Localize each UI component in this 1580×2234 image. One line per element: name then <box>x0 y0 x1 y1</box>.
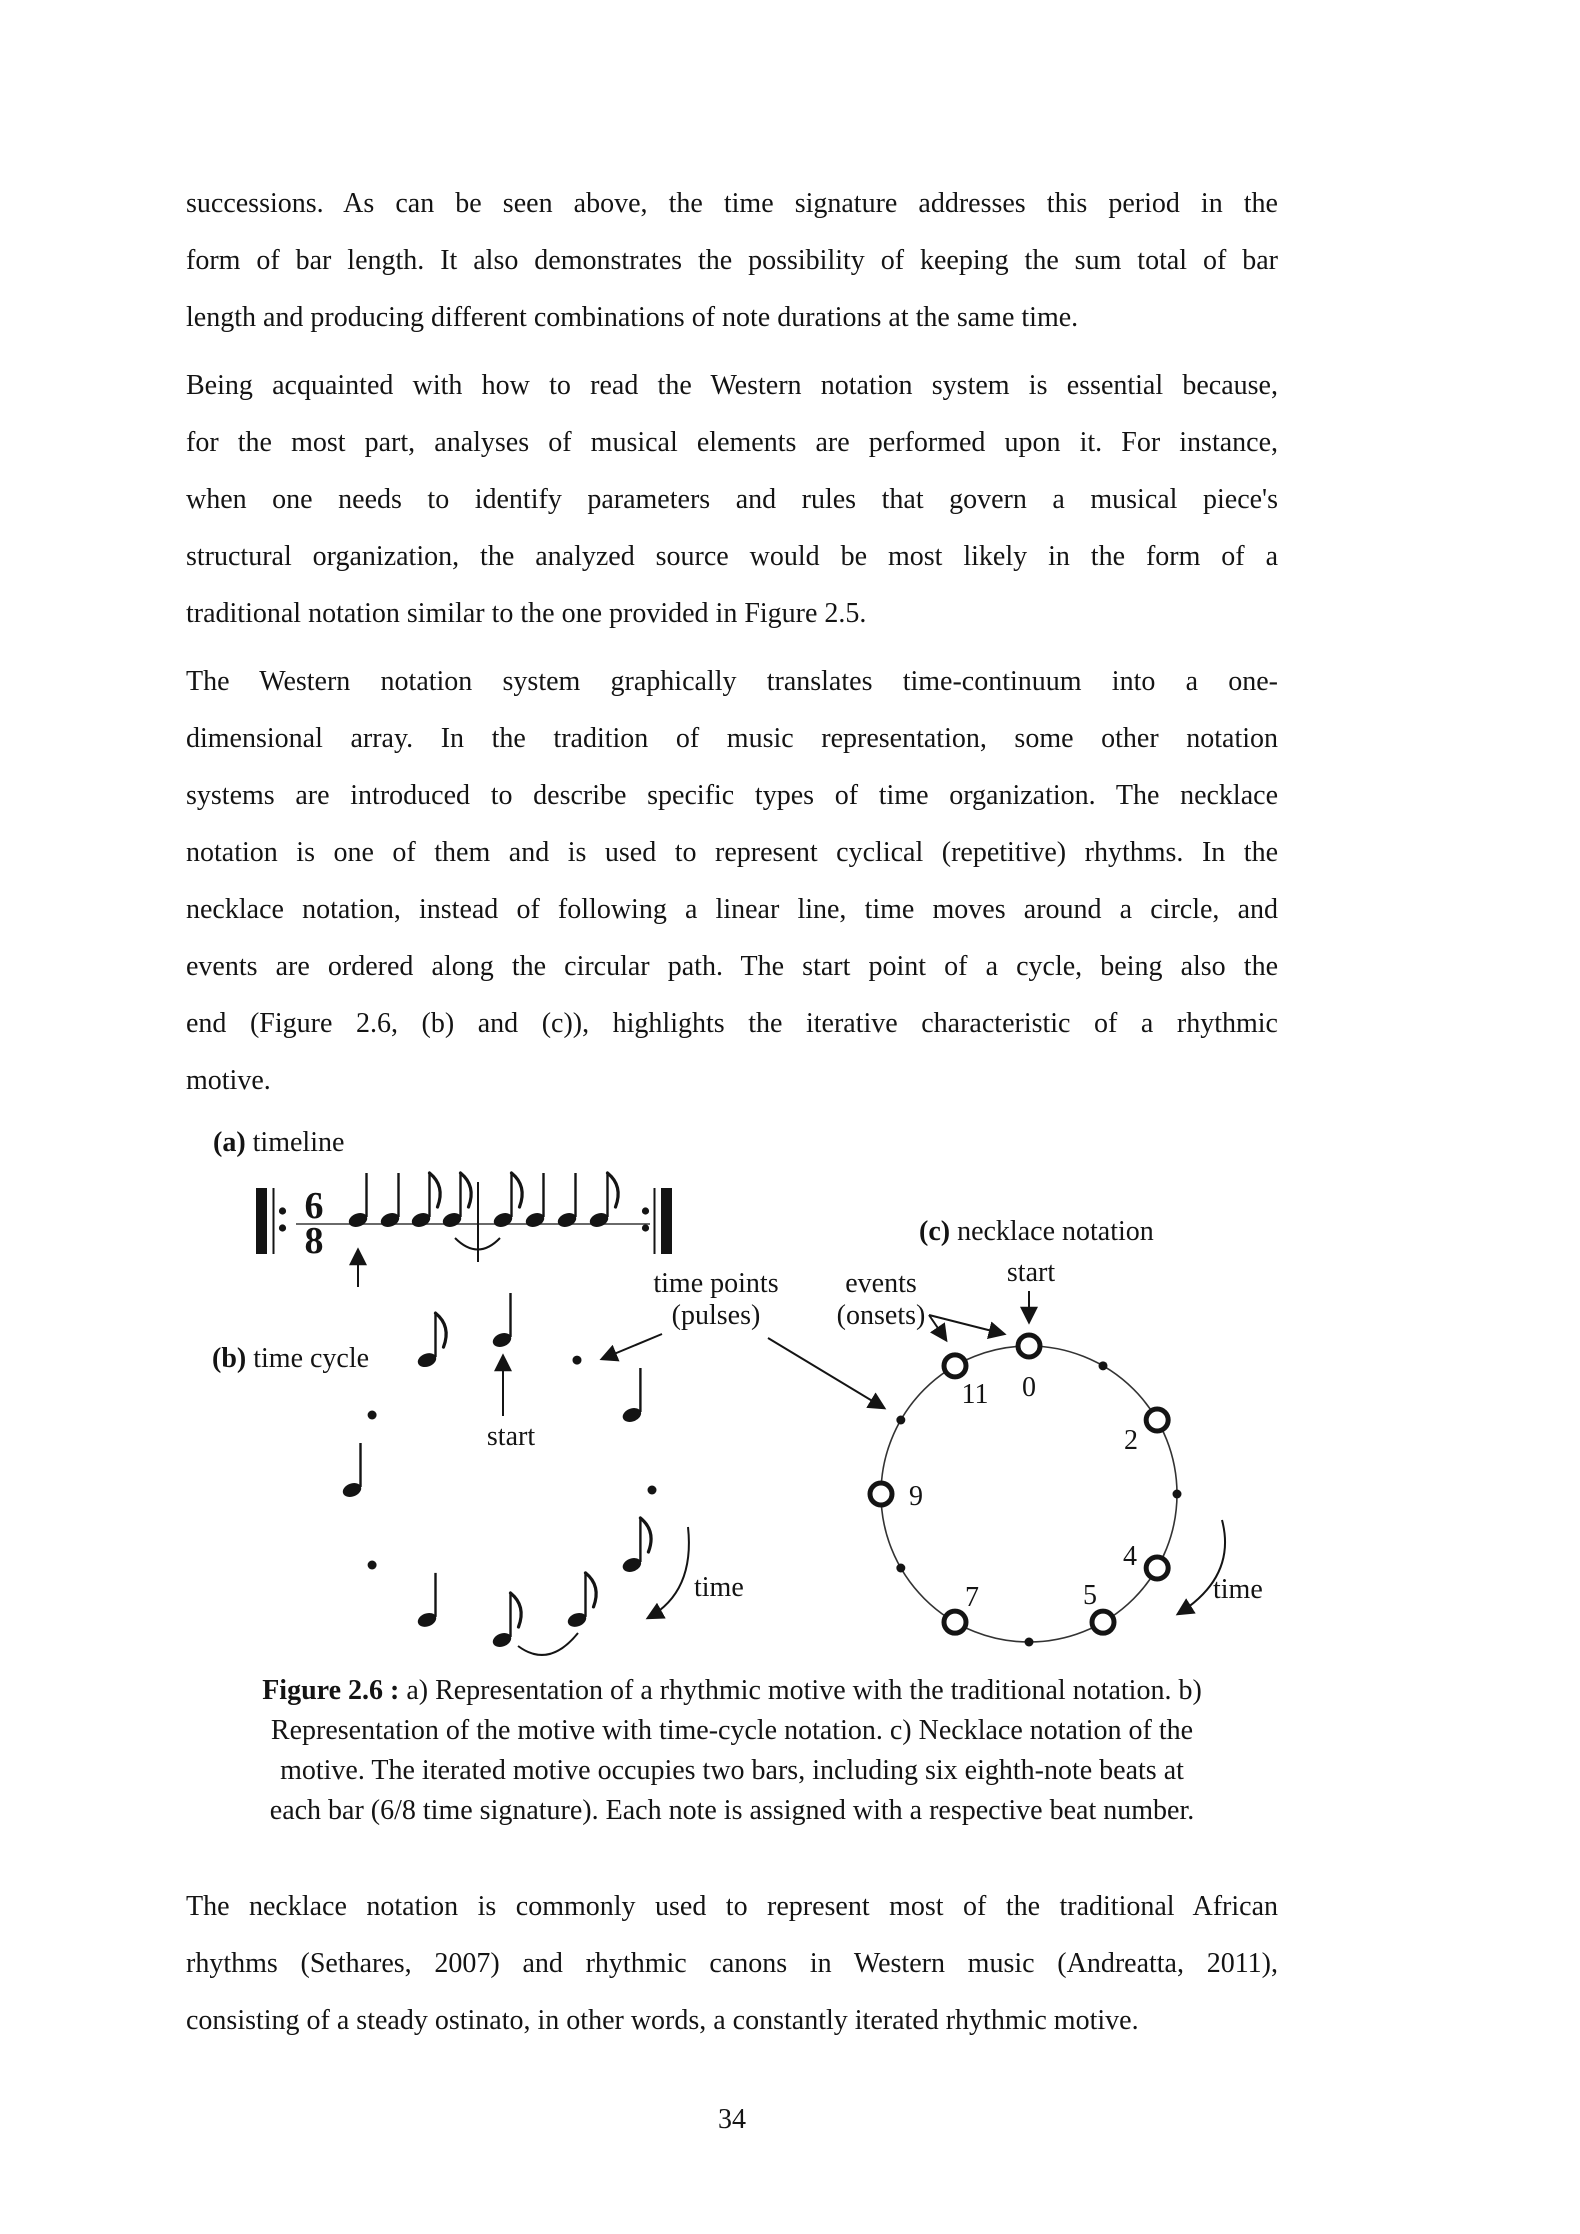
text-line: notation is one of them and is used to represent cyclical (repetitive) rhythms. In the <box>186 837 1278 868</box>
text-line: end (Figure 2.6, (b) and (c)), highlights the iterative characteristic of a rhythmic <box>186 1008 1278 1039</box>
caption-line-1-text: a) Representation of a rhythmic motive with the traditional notation. b) <box>406 1675 1202 1706</box>
pulse-dot <box>573 1356 582 1365</box>
cycle-start-label: start <box>486 1421 536 1452</box>
time-points-arrow-right <box>768 1338 884 1408</box>
text-line: Being acquainted with how to read the Western notation system is essential because, <box>186 370 1278 401</box>
necklace-beat-numbers <box>909 1372 1138 1613</box>
body-text-top <box>186 175 1278 1109</box>
text-line: dimensional array. In the tradition of music representation, some other notation <box>186 723 1278 754</box>
eighth-note-flag <box>640 1518 651 1552</box>
time-points-arrow-left <box>602 1334 662 1359</box>
timeline-notes <box>347 1173 618 1229</box>
beat-number: 9 <box>909 1481 923 1512</box>
eighth-note-flag <box>461 1173 472 1207</box>
panel-c-label-letter: (c) <box>919 1216 951 1247</box>
text-line: consisting of a steady ostinato, in other words, a constantly iterated rhythmic motive. <box>186 2005 1139 2036</box>
text-line: structural organization, the analyzed source would be most likely in the form of a <box>186 541 1278 572</box>
beat-number: 7 <box>965 1582 979 1613</box>
paragraph <box>186 357 1278 642</box>
panel-a-timeline <box>213 1127 672 1287</box>
text-line: when one needs to identify parameters and rules that govern a musical piece's <box>186 484 1278 515</box>
panel-a-label-letter: (a) <box>213 1127 246 1158</box>
begin-repeat-sign <box>256 1188 286 1254</box>
panel-b-label-text: time cycle <box>253 1343 370 1374</box>
eighth-note-flag <box>586 1573 597 1607</box>
panel-c-necklace <box>870 1216 1263 1647</box>
caption-line <box>186 1671 1278 1711</box>
panel-b-label-letter: (b) <box>212 1343 247 1374</box>
pulse-dot <box>896 1564 905 1573</box>
eighth-note-flag <box>608 1173 619 1207</box>
figure-annotations <box>602 1268 1004 1408</box>
text-line: necklace notation, instead of following a linear line, time moves around a circle, and <box>186 894 1278 925</box>
caption-line: motive. The iterated motive occupies two bars, including six eighth-note beats at <box>280 1755 1184 1786</box>
event-circle <box>1092 1611 1114 1633</box>
panel-a-label <box>213 1127 344 1158</box>
necklace-time-label: time <box>1213 1574 1263 1605</box>
eighth-note-flag <box>511 1593 522 1627</box>
event-circle <box>870 1483 892 1505</box>
text-line: rhythms (Sethares, 2007) and rhythmic canons in Western music (Andreatta, 2011), <box>186 1948 1278 1979</box>
text-line: systems are introduced to describe specific types of time organization. The necklace <box>186 780 1278 811</box>
body-text-bottom <box>186 1878 1278 2049</box>
cycle-tie-arc <box>518 1633 578 1655</box>
text-line: The Western notation system graphically translates time-continuum into a one- <box>186 666 1278 697</box>
panel-c-label-text: necklace notation <box>957 1216 1154 1247</box>
text-line: traditional notation similar to the one provided in Figure 2.5. <box>186 598 867 629</box>
eighth-note-flag <box>430 1173 441 1207</box>
panel-b-label <box>212 1343 369 1374</box>
cycle-notes <box>341 1293 657 1649</box>
text-line: The necklace notation is commonly used to represent most of the traditional African <box>186 1891 1278 1922</box>
event-circle <box>944 1355 966 1377</box>
panel-c-label <box>919 1216 1154 1247</box>
text-line: events are ordered along the circular path. The start point of a cycle, being also the <box>186 951 1278 982</box>
necklace-start-label: start <box>1006 1257 1056 1288</box>
time-points-label-line1: time points <box>653 1268 779 1299</box>
caption-figure-label: Figure 2.6 : <box>262 1675 400 1706</box>
caption-line: each bar (6/8 time signature). Each note is assigned with a respective beat number. <box>269 1795 1195 1826</box>
event-circle <box>944 1611 966 1633</box>
text-line: for the most part, analyses of musical elements are performed upon it. For instance, <box>186 427 1278 458</box>
time-points-label-line2: (pulses) <box>671 1300 761 1331</box>
beat-number: 0 <box>1022 1372 1036 1403</box>
paragraph <box>186 1878 1278 2049</box>
beat-number: 2 <box>1124 1425 1138 1456</box>
paragraph <box>186 653 1278 1109</box>
cycle-time-label: time <box>694 1572 744 1603</box>
pulse-dot <box>648 1486 657 1495</box>
pulse-dot <box>1173 1490 1182 1499</box>
text-line: length and producing different combinations of note durations at the same time. <box>186 302 1079 333</box>
event-circle <box>1146 1409 1168 1431</box>
text-line: successions. As can be seen above, the time signature addresses this period in the <box>186 188 1278 219</box>
paragraph <box>186 175 1278 346</box>
panel-b-time-cycle <box>212 1293 744 1655</box>
pulse-dot <box>1099 1361 1108 1370</box>
event-circle <box>1018 1335 1040 1357</box>
time-signature-numerator: 6 <box>304 1185 324 1227</box>
beat-number: 4 <box>1123 1541 1137 1572</box>
events-label-line2: (onsets) <box>836 1300 926 1331</box>
beat-number: 5 <box>1083 1580 1097 1611</box>
caption-line: Representation of the motive with time-cycle notation. c) Necklace notation of the <box>270 1715 1194 1746</box>
beat-number: 11 <box>961 1379 989 1410</box>
cycle-time-arrow <box>648 1527 689 1618</box>
figure-2-6 <box>140 1110 1410 1700</box>
pulse-dot <box>896 1416 905 1425</box>
time-signature-denominator: 8 <box>304 1220 324 1262</box>
page-number: 34 <box>718 2104 746 2135</box>
pulse-dot <box>368 1561 377 1570</box>
figure-caption <box>186 1671 1278 1831</box>
events-label-line1: events <box>845 1268 917 1299</box>
event-circle <box>1146 1557 1168 1579</box>
eighth-note-flag <box>512 1173 523 1207</box>
text-line: form of bar length. It also demonstrates the possibility of keeping the sum total of bar <box>186 245 1278 276</box>
pulse-dot <box>368 1411 377 1420</box>
panel-a-label-text: timeline <box>252 1127 345 1158</box>
end-repeat-sign <box>642 1188 672 1254</box>
eighth-note-flag <box>436 1313 447 1347</box>
pulse-dot <box>1025 1638 1034 1647</box>
text-line: motive. <box>186 1065 271 1096</box>
